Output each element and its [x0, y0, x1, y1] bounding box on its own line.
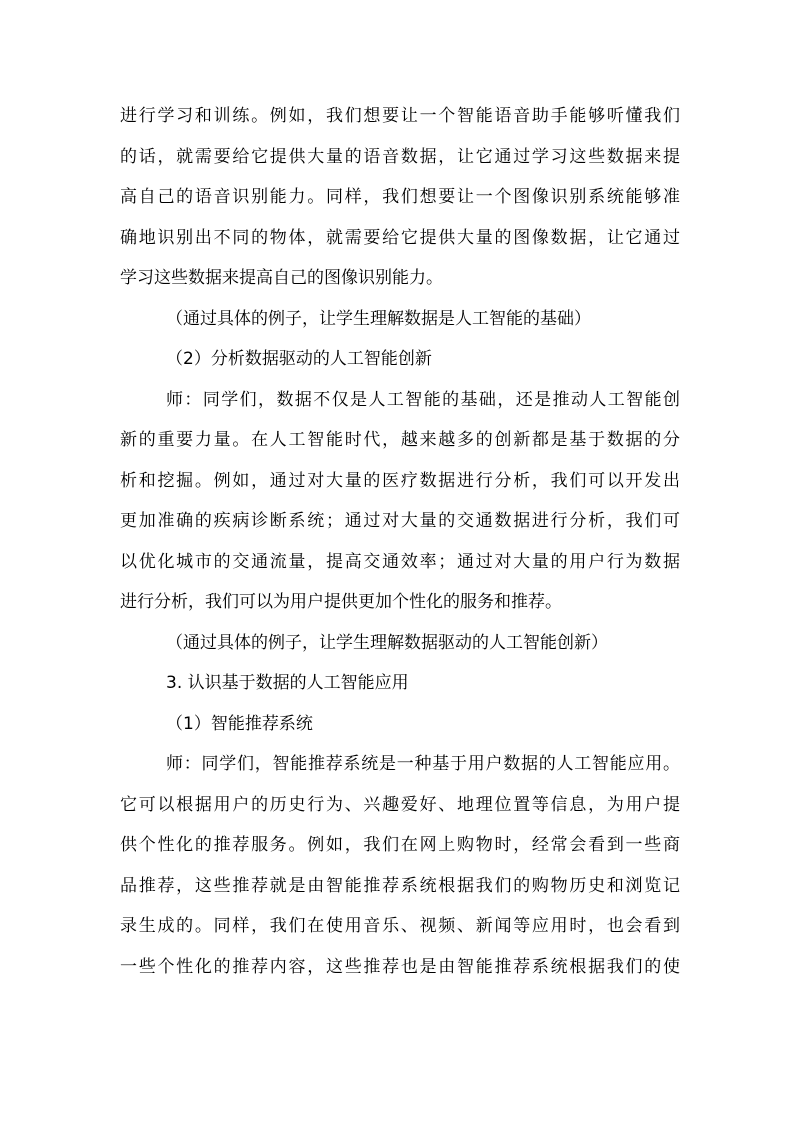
subsection-heading: （1）智能推荐系统	[166, 713, 313, 734]
text-line: 更加准确的疾病诊断系统；通过对大量的交通数据进行分析，我们可	[120, 511, 680, 531]
text-line: 确地识别出不同的物体，就需要给它提供大量的图像数据，让它通过	[120, 227, 680, 248]
text-line: 师：同学们，智能推荐系统是一种基于用户数据的人工智能应用。	[166, 754, 680, 774]
text-line: 学习这些数据来提高自己的图像识别能力。	[120, 268, 443, 288]
text-line: 以优化城市的交通流量，提高交通效率；通过对大量的用户行为数据	[120, 551, 680, 572]
annotation-line: （通过具体的例子，让学生理解数据是人工智能的基础）	[166, 308, 591, 329]
section-heading: （2）分析数据驱动的人工智能创新	[166, 349, 432, 369]
annotation-line: （通过具体的例子，让学生理解数据驱动的人工智能创新）	[166, 632, 608, 653]
document-body	[120, 96, 680, 987]
text-line: 高自己的语音识别能力。同样，我们想要让一个图像识别系统能够准	[120, 187, 680, 207]
text-line: 的话，就需要给它提供大量的语音数据，让它通过学习这些数据来提	[120, 146, 680, 167]
text-line: 供个性化的推荐服务。例如，我们在网上购物时，经常会看到一些商	[120, 835, 680, 855]
text-line: 新的重要力量。在人工智能时代，越来越多的创新都是基于数据的分	[120, 430, 680, 450]
section-heading: 3. 认识基于数据的人工智能应用	[166, 673, 409, 693]
text-line: 一些个性化的推荐内容，这些推荐也是由智能推荐系统根据我们的使	[120, 956, 680, 977]
text-line: 它可以根据用户的历史行为、兴趣爱好、地理位置等信息，为用户提	[120, 794, 680, 815]
text-line: 进行学习和训练。例如，我们想要让一个智能语音助手能够听懂我们	[120, 106, 680, 126]
text-line: 析和挖掘。例如，通过对大量的医疗数据进行分析，我们可以开发出	[120, 470, 680, 491]
text-line: 师：同学们，数据不仅是人工智能的基础，还是推动人工智能创	[166, 389, 680, 410]
text-line: 品推荐，这些推荐就是由智能推荐系统根据我们的购物历史和浏览记	[120, 875, 680, 896]
text-line: 录生成的。同样，我们在使用音乐、视频、新闻等应用时，也会看到	[120, 916, 680, 936]
text-line: 进行分析，我们可以为用户提供更加个性化的服务和推荐。	[120, 592, 562, 612]
